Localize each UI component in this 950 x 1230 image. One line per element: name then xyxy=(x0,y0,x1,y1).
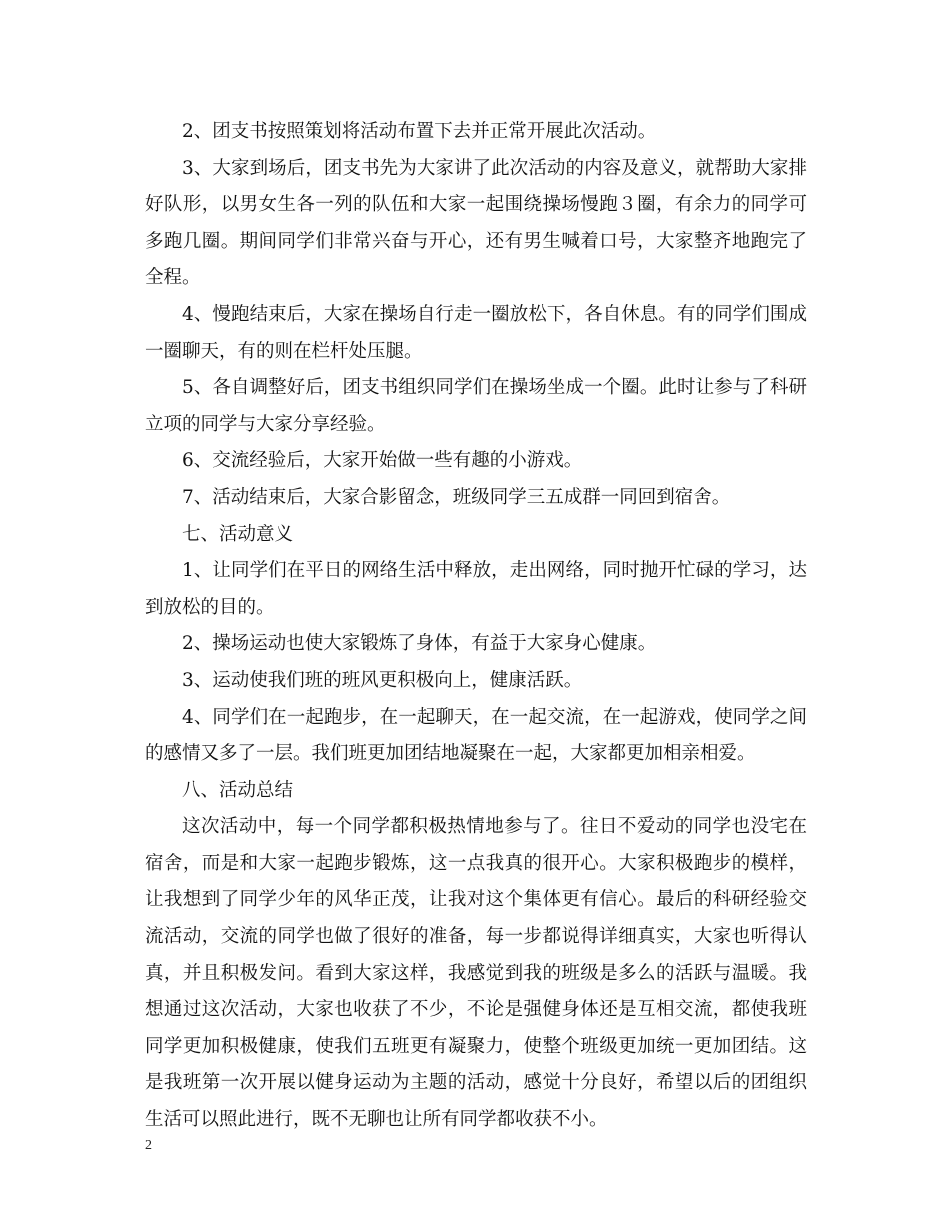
page-number: 2 xyxy=(145,1138,152,1153)
document-body xyxy=(145,114,807,1139)
paragraph-significance-3: 3、运动使我们班的班风更积极向上，健康活跃。 xyxy=(182,669,583,691)
section-heading-summary: 八、活动总结 xyxy=(182,779,294,801)
paragraph-significance-2: 2、操场运动也使大家锻炼了身体，有益于大家身心健康。 xyxy=(182,633,657,655)
paragraph-step-6: 6、交流经验后，大家开始做一些有趣的小游戏。 xyxy=(182,450,583,472)
paragraph-step-4: 4、慢跑结束后，大家在操场自行走一圈放松下，各自休息。有的同学们围成一圈聊天，有的则在栏杆处压腿。 xyxy=(145,303,807,362)
section-heading-significance: 七、活动意义 xyxy=(182,523,294,545)
paragraph-step-5: 5、各自调整好后，团支书组织同学们在操场坐成一个圈。此时让参与了科研立项的同学与大家分享经验。 xyxy=(145,377,807,435)
paragraph-summary: 这次活动中，每一个同学都积极热情地参与了。往日不爱动的同学也没宅在宿舍，而是和大家一起跑步锻炼，这一点我真的很开心。大家积极跑步的模样，让我想到了同学少年的风华正茂，让我对这个集体更有信心。最后的科研经验交流活动，交流的同学也做了很好的准备，每一步都说得详细真实，大家也听得认真，并且积极发问。看到大家这样，我感觉到我的班级是多么的活跃与温暖。我想通过这次活动，大家也收获了不少，不论是强健身体还是互相交流，都使我班同学更加积极健康，使我们五班更有凝聚力，使整个班级更加统一更加团结。这是我班第一次开展以健身运动为主题的活动，感觉十分良好，希望以后的团组织生活可以照此进行，既不无聊也让所有同学都收获不小。 xyxy=(145,816,807,1131)
paragraph-step-3: 3、大家到场后，团支书先为大家讲了此次活动的内容及意义，就帮助大家排好队形，以男女生各一列的队伍和大家一起围绕操场慢跑３圈，有余力的同学可多跑几圈。期间同学们非常兴奋与开心，还有男生喊着口号，大家整齐地跑完了全程。 xyxy=(145,157,807,289)
paragraph-significance-1: 1、让同学们在平日的网络生活中释放，走出网络，同时抛开忙碌的学习，达到放松的目的。 xyxy=(145,560,807,618)
paragraph-step-7: 7、活动结束后，大家合影留念，班级同学三五成群一同回到宿舍。 xyxy=(182,486,731,508)
paragraph-significance-4: 4、同学们在一起跑步，在一起聊天，在一起交流，在一起游戏，使同学之间的感情又多了一层。我们班更加团结地凝聚在一起，大家都更加相亲相爱。 xyxy=(145,706,807,765)
paragraph-step-2: 2、团支书按照策划将活动布置下去并正常开展此次活动。 xyxy=(182,121,657,142)
